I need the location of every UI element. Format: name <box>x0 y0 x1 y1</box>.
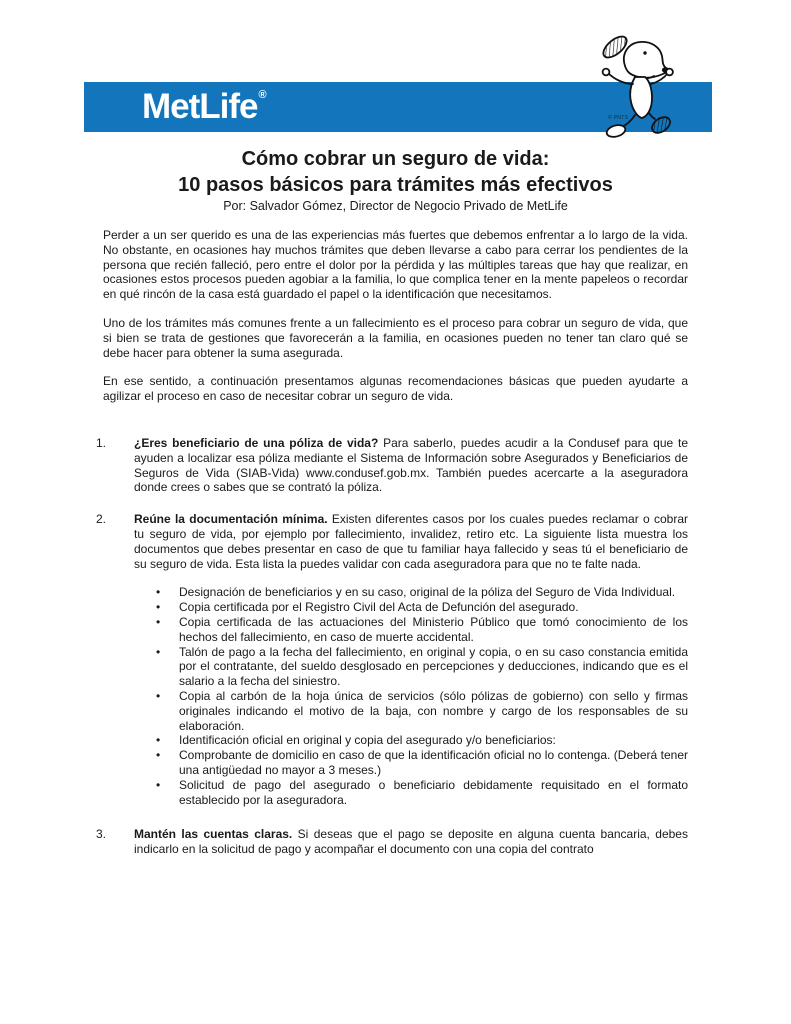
bullet-item <box>156 645 688 689</box>
item-lead: Reúne la documentación mínima. <box>134 512 328 527</box>
item-text <box>134 827 688 857</box>
snoopy-mascot-icon <box>594 30 686 144</box>
numbered-item-2 <box>96 512 688 571</box>
peanuts-copyright-credit: © PNTS <box>608 115 629 121</box>
intro-paragraph: Perder a un ser querido es una de las experiencias más fuertes que debemos enfrentar a lo largo de la vida. No obstante, en ocasiones hay muchos trámites que deben llevarse a cabo para cerrar los pendientes de la persona que recién falleció, pero entre el dolor por la pérdida y las múltiples tareas que hay que realizar, en ocasiones estos procesos pueden agobiar a la familia, lo que complica tener en la mente papeleos o recordar en qué rincón de la casa está guardado el papel o la identificación que necesitamos. <box>103 228 688 302</box>
bullet-text: Identificación oficial en original y copia del asegurado y/o beneficiarios: <box>179 733 556 748</box>
snoopy-drawing <box>594 30 686 144</box>
bullet-marker: • <box>156 585 161 600</box>
bullet-item <box>156 689 688 733</box>
title-line-2: 10 pasos básicos para trámites más efectivos <box>178 174 613 196</box>
bullet-text: Designación de beneficiarios y en su caso, original de la póliza del Seguro de Vida Individual. <box>179 585 676 600</box>
item-text <box>134 436 688 495</box>
documents-bullet-list <box>156 585 688 807</box>
bullet-text: Copia certificada de las actuaciones del Ministerio Público que tomó conocimiento de los hechos del fallecimiento, en caso de muerte accidental. <box>179 614 688 644</box>
item-lead: ¿Eres beneficiario de una póliza de vida? <box>134 435 379 450</box>
bullet-text: Copia certificada por el Registro Civil del Acta de Defunción del asegurado. <box>179 600 579 615</box>
item-number: 1. <box>96 435 107 450</box>
item-number: 2. <box>96 512 107 527</box>
intro-paragraph: Uno de los trámites más comunes frente a un fallecimiento es el proceso para cobrar un seguro de vida, que si bien se trata de gestiones que favorecerán a la familia, en ocasiones pueden no tener tan claro qué se debe hacer para obtener la suma asegurada. <box>103 315 688 360</box>
bullet-marker: • <box>156 777 161 792</box>
item-body-text: Si deseas que el pago se deposite en alguna cuenta bancaria, debes indicarlo en la solicitud de pago y acompañar el documento con una copia del contrato <box>134 827 688 857</box>
article-byline: Por: Salvador Gómez, Director de Negocio Privado de MetLife <box>223 199 568 213</box>
bullet-marker: • <box>156 644 161 659</box>
bullet-item <box>156 600 688 615</box>
bullet-marker: • <box>156 748 161 763</box>
numbered-item-3 <box>96 827 688 857</box>
article-title <box>103 146 688 198</box>
article-body <box>96 146 688 857</box>
item-body-text: Para saberlo, puedes acudir a la Condusef para que te ayuden a localizar esa póliza mediante el Sistema de Información sobre Asegurados y Beneficiarios de Seguros de Vida (SIAB-Vida) www.condusef.gob.mx. También puedes acercarte a la aseguradora donde crees o sabes que se contrató la póliza. <box>134 435 688 495</box>
bullet-text: Comprobante de domicilio en caso de que la identificación oficial no lo contenga. (Deberá tener una antigüedad no mayor a 3 meses.) <box>179 748 688 777</box>
item-number: 3. <box>96 827 107 842</box>
bullet-item <box>156 748 688 778</box>
bullet-marker: • <box>156 600 161 615</box>
bullet-item <box>156 615 688 645</box>
intro-paragraph: En ese sentido, a continuación presentamos algunas recomendaciones básicas que pueden ayudarte a agilizar el proceso en caso de necesitar cobrar un seguro de vida. <box>103 374 688 404</box>
item-lead: Mantén las cuentas claras. <box>134 827 293 842</box>
metlife-logo-text: MetLife <box>142 87 258 126</box>
bullet-item <box>156 585 688 600</box>
bullet-text: Copia al carbón de la hoja única de servicios (sólo pólizas de gobierno) con sello y firmas originales indicando el motivo de la baja, con nombre y cargo de los responsables de su elaboración. <box>179 688 688 733</box>
bullet-marker: • <box>156 733 161 748</box>
bullet-marker: • <box>156 614 161 629</box>
bullet-marker: • <box>156 688 161 703</box>
item-text <box>134 512 688 571</box>
bullet-text: Solicitud de pago del asegurado o beneficiario debidamente requisitado en el formato establecido por la aseguradora. <box>179 777 688 807</box>
bullet-text: Talón de pago a la fecha del fallecimiento, en original y copia, o en su caso constancia emitida por el contratante, del sueldo desglosado en percepciones y deducciones, indicando que es el salario a la fecha del siniestro. <box>179 644 688 689</box>
title-line-1: Cómo cobrar un seguro de vida: <box>241 148 550 170</box>
bullet-item <box>156 733 688 748</box>
bullet-item <box>156 778 688 808</box>
item-body-text: Existen diferentes casos por los cuales puedes reclamar o cobrar tu seguro de vida, por ejemplo por fallecimiento, invalidez, retiro etc. La siguiente lista muestra los documentos que debes presentar en caso de que tu familiar haya fallecido y seas tú el beneficiario de su seguro de vida. Esta lista la puedes validar con cada aseguradora para que no te falte nada. <box>134 512 688 571</box>
registered-trademark-mark: ® <box>258 89 267 101</box>
numbered-item-1 <box>96 436 688 495</box>
